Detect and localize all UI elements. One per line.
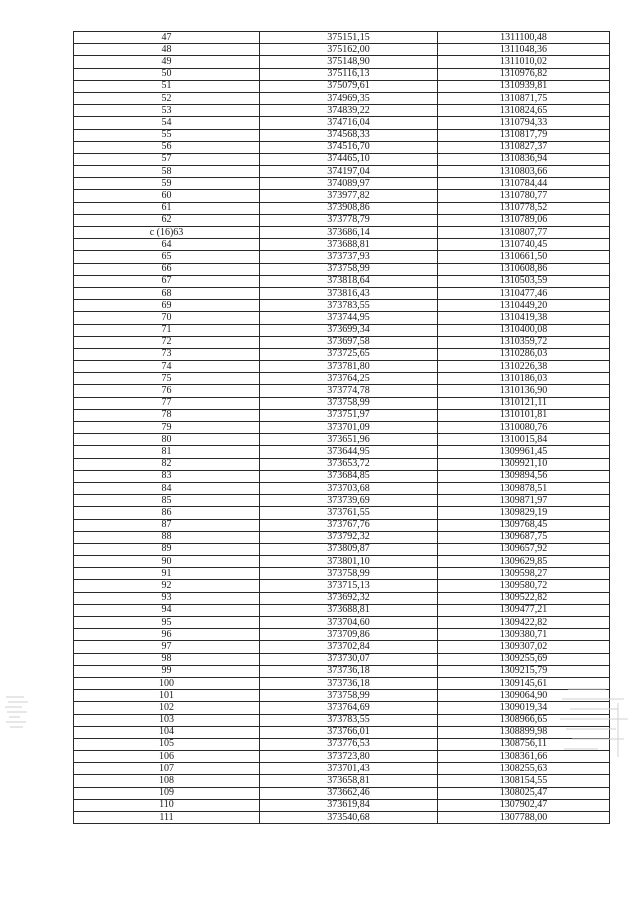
- x-coordinate-cell: 373703,68: [260, 482, 438, 494]
- table-row: [74, 799, 610, 811]
- table-row: [74, 68, 610, 80]
- y-coordinate-cell: 1309255,69: [438, 653, 610, 665]
- x-coordinate-cell: 375116,13: [260, 68, 438, 80]
- point-number-cell: 86: [74, 507, 260, 519]
- x-coordinate-cell: 375079,61: [260, 80, 438, 92]
- point-number-cell: 51: [74, 80, 260, 92]
- table-row: [74, 227, 610, 239]
- coordinates-table: [73, 31, 610, 824]
- table-row: [74, 397, 610, 409]
- point-number-cell: 68: [74, 287, 260, 299]
- table-row: [74, 507, 610, 519]
- point-number-cell: 67: [74, 275, 260, 287]
- point-number-cell: 87: [74, 519, 260, 531]
- point-number-cell: 97: [74, 641, 260, 653]
- point-number-cell: 74: [74, 361, 260, 373]
- y-coordinate-cell: 1309894,56: [438, 470, 610, 482]
- table-row: [74, 580, 610, 592]
- table-row: [74, 787, 610, 799]
- x-coordinate-cell: 373766,01: [260, 726, 438, 738]
- table-row: [74, 617, 610, 629]
- x-coordinate-cell: 373658,81: [260, 775, 438, 787]
- y-coordinate-cell: 1310608,86: [438, 263, 610, 275]
- table-row: [74, 324, 610, 336]
- x-coordinate-cell: 373776,53: [260, 738, 438, 750]
- point-number-cell: 50: [74, 68, 260, 80]
- point-number-cell: 49: [74, 56, 260, 68]
- y-coordinate-cell: 1310449,20: [438, 300, 610, 312]
- y-coordinate-cell: 1310503,59: [438, 275, 610, 287]
- y-coordinate-cell: 1309687,75: [438, 531, 610, 543]
- x-coordinate-cell: 373751,97: [260, 409, 438, 421]
- y-coordinate-cell: 1308361,66: [438, 751, 610, 763]
- y-coordinate-cell: 1311100,48: [438, 32, 610, 44]
- table-row: [74, 714, 610, 726]
- y-coordinate-cell: 1309598,27: [438, 568, 610, 580]
- table-row: [74, 129, 610, 141]
- y-coordinate-cell: 1310803,66: [438, 166, 610, 178]
- table-row: [74, 287, 610, 299]
- table-row: [74, 751, 610, 763]
- point-number-cell: 88: [74, 531, 260, 543]
- y-coordinate-cell: 1310976,82: [438, 68, 610, 80]
- point-number-cell: 55: [74, 129, 260, 141]
- point-number-cell: 70: [74, 312, 260, 324]
- y-coordinate-cell: 1308154,55: [438, 775, 610, 787]
- point-number-cell: 61: [74, 202, 260, 214]
- x-coordinate-cell: 373767,76: [260, 519, 438, 531]
- point-number-cell: 65: [74, 251, 260, 263]
- x-coordinate-cell: 373701,09: [260, 422, 438, 434]
- y-coordinate-cell: 1310121,11: [438, 397, 610, 409]
- coordinates-table-body: [74, 32, 610, 824]
- point-number-cell: 109: [74, 787, 260, 799]
- point-number-cell: 102: [74, 702, 260, 714]
- x-coordinate-cell: 374839,22: [260, 105, 438, 117]
- point-number-cell: 47: [74, 32, 260, 44]
- y-coordinate-cell: 1309145,61: [438, 677, 610, 689]
- point-number-cell: 98: [74, 653, 260, 665]
- table-row: [74, 763, 610, 775]
- point-number-cell: 57: [74, 153, 260, 165]
- point-number-cell: 107: [74, 763, 260, 775]
- x-coordinate-cell: 373644,95: [260, 446, 438, 458]
- point-number-cell: 100: [74, 677, 260, 689]
- y-coordinate-cell: 1311048,36: [438, 44, 610, 56]
- point-number-cell: 103: [74, 714, 260, 726]
- table-row: [74, 495, 610, 507]
- point-number-cell: 89: [74, 543, 260, 555]
- table-row: [74, 422, 610, 434]
- table-row: [74, 690, 610, 702]
- x-coordinate-cell: 373730,07: [260, 653, 438, 665]
- x-coordinate-cell: 373688,81: [260, 239, 438, 251]
- x-coordinate-cell: 373688,81: [260, 604, 438, 616]
- x-coordinate-cell: 373540,68: [260, 812, 438, 824]
- y-coordinate-cell: 1310286,03: [438, 348, 610, 360]
- point-number-cell: 96: [74, 629, 260, 641]
- y-coordinate-cell: 1309829,19: [438, 507, 610, 519]
- table-row: [74, 726, 610, 738]
- table-row: [74, 141, 610, 153]
- y-coordinate-cell: 1308025,47: [438, 787, 610, 799]
- x-coordinate-cell: 375162,00: [260, 44, 438, 56]
- table-row: [74, 519, 610, 531]
- point-number-cell: 73: [74, 348, 260, 360]
- y-coordinate-cell: 1310824,65: [438, 105, 610, 117]
- point-number-cell: 93: [74, 592, 260, 604]
- x-coordinate-cell: 373816,43: [260, 287, 438, 299]
- y-coordinate-cell: 1309629,85: [438, 556, 610, 568]
- point-number-cell: 62: [74, 214, 260, 226]
- y-coordinate-cell: 1309380,71: [438, 629, 610, 641]
- x-coordinate-cell: 373651,96: [260, 434, 438, 446]
- x-coordinate-cell: 373758,99: [260, 397, 438, 409]
- x-coordinate-cell: 374089,97: [260, 178, 438, 190]
- table-row: [74, 568, 610, 580]
- x-coordinate-cell: 373723,80: [260, 751, 438, 763]
- x-coordinate-cell: 373697,58: [260, 336, 438, 348]
- x-coordinate-cell: 375148,90: [260, 56, 438, 68]
- table-row: [74, 482, 610, 494]
- y-coordinate-cell: 1310817,79: [438, 129, 610, 141]
- x-coordinate-cell: 375151,15: [260, 32, 438, 44]
- x-coordinate-cell: 373908,86: [260, 202, 438, 214]
- y-coordinate-cell: 1310784,44: [438, 178, 610, 190]
- table-row: [74, 80, 610, 92]
- y-coordinate-cell: 1310186,03: [438, 373, 610, 385]
- table-row: [74, 543, 610, 555]
- y-coordinate-cell: 1310827,37: [438, 141, 610, 153]
- table-row: [74, 446, 610, 458]
- table-row: [74, 738, 610, 750]
- table-row: [74, 629, 610, 641]
- point-number-cell: 77: [74, 397, 260, 409]
- point-number-cell: c (16)63: [74, 227, 260, 239]
- x-coordinate-cell: 373744,95: [260, 312, 438, 324]
- table-row: [74, 677, 610, 689]
- point-number-cell: 108: [74, 775, 260, 787]
- y-coordinate-cell: 1308756,11: [438, 738, 610, 750]
- y-coordinate-cell: 1310780,77: [438, 190, 610, 202]
- table-row: [74, 604, 610, 616]
- x-coordinate-cell: 373619,84: [260, 799, 438, 811]
- x-coordinate-cell: 373781,80: [260, 361, 438, 373]
- y-coordinate-cell: 1309477,21: [438, 604, 610, 616]
- table-row: [74, 592, 610, 604]
- point-number-cell: 48: [74, 44, 260, 56]
- y-coordinate-cell: 1310359,72: [438, 336, 610, 348]
- point-number-cell: 85: [74, 495, 260, 507]
- x-coordinate-cell: 373692,32: [260, 592, 438, 604]
- x-coordinate-cell: 373701,43: [260, 763, 438, 775]
- point-number-cell: 92: [74, 580, 260, 592]
- point-number-cell: 95: [74, 617, 260, 629]
- point-number-cell: 79: [74, 422, 260, 434]
- table-row: [74, 665, 610, 677]
- point-number-cell: 99: [74, 665, 260, 677]
- table-row: [74, 702, 610, 714]
- table-row: [74, 105, 610, 117]
- point-number-cell: 56: [74, 141, 260, 153]
- x-coordinate-cell: 373783,55: [260, 300, 438, 312]
- table-row: [74, 653, 610, 665]
- x-coordinate-cell: 373761,55: [260, 507, 438, 519]
- point-number-cell: 82: [74, 458, 260, 470]
- table-row: [74, 373, 610, 385]
- x-coordinate-cell: 373653,72: [260, 458, 438, 470]
- table-row: [74, 32, 610, 44]
- point-number-cell: 53: [74, 105, 260, 117]
- point-number-cell: 60: [74, 190, 260, 202]
- x-coordinate-cell: 373684,85: [260, 470, 438, 482]
- y-coordinate-cell: 1310740,45: [438, 239, 610, 251]
- point-number-cell: 91: [74, 568, 260, 580]
- point-number-cell: 66: [74, 263, 260, 275]
- point-number-cell: 71: [74, 324, 260, 336]
- x-coordinate-cell: 373699,34: [260, 324, 438, 336]
- y-coordinate-cell: 1309522,82: [438, 592, 610, 604]
- table-row: [74, 178, 610, 190]
- y-coordinate-cell: 1310015,84: [438, 434, 610, 446]
- y-coordinate-cell: 1310419,38: [438, 312, 610, 324]
- x-coordinate-cell: 373809,87: [260, 543, 438, 555]
- x-coordinate-cell: 373704,60: [260, 617, 438, 629]
- y-coordinate-cell: 1310789,06: [438, 214, 610, 226]
- x-coordinate-cell: 373774,78: [260, 385, 438, 397]
- y-coordinate-cell: 1309768,45: [438, 519, 610, 531]
- x-coordinate-cell: 373977,82: [260, 190, 438, 202]
- x-coordinate-cell: 373758,99: [260, 568, 438, 580]
- table-row: [74, 458, 610, 470]
- x-coordinate-cell: 373686,14: [260, 227, 438, 239]
- x-coordinate-cell: 373758,99: [260, 690, 438, 702]
- y-coordinate-cell: 1309307,02: [438, 641, 610, 653]
- table-row: [74, 385, 610, 397]
- point-number-cell: 59: [74, 178, 260, 190]
- y-coordinate-cell: 1309921,10: [438, 458, 610, 470]
- table-row: [74, 409, 610, 421]
- x-coordinate-cell: 373764,69: [260, 702, 438, 714]
- y-coordinate-cell: 1308899,98: [438, 726, 610, 738]
- point-number-cell: 75: [74, 373, 260, 385]
- y-coordinate-cell: 1310871,75: [438, 92, 610, 104]
- table-row: [74, 117, 610, 129]
- y-coordinate-cell: 1309215,79: [438, 665, 610, 677]
- x-coordinate-cell: 373736,18: [260, 677, 438, 689]
- table-row: [74, 190, 610, 202]
- point-number-cell: 101: [74, 690, 260, 702]
- point-number-cell: 106: [74, 751, 260, 763]
- point-number-cell: 84: [74, 482, 260, 494]
- y-coordinate-cell: 1307788,00: [438, 812, 610, 824]
- point-number-cell: 104: [74, 726, 260, 738]
- y-coordinate-cell: 1308255,63: [438, 763, 610, 775]
- y-coordinate-cell: 1309064,90: [438, 690, 610, 702]
- y-coordinate-cell: 1309657,92: [438, 543, 610, 555]
- table-row: [74, 44, 610, 56]
- y-coordinate-cell: 1310226,38: [438, 361, 610, 373]
- x-coordinate-cell: 373783,55: [260, 714, 438, 726]
- table-row: [74, 239, 610, 251]
- table-row: [74, 361, 610, 373]
- x-coordinate-cell: 373818,64: [260, 275, 438, 287]
- x-coordinate-cell: 374197,04: [260, 166, 438, 178]
- y-coordinate-cell: 1310778,52: [438, 202, 610, 214]
- table-row: [74, 166, 610, 178]
- point-number-cell: 78: [74, 409, 260, 421]
- point-number-cell: 69: [74, 300, 260, 312]
- table-row: [74, 775, 610, 787]
- y-coordinate-cell: 1309961,45: [438, 446, 610, 458]
- y-coordinate-cell: 1309580,72: [438, 580, 610, 592]
- x-coordinate-cell: 373739,69: [260, 495, 438, 507]
- x-coordinate-cell: 374969,35: [260, 92, 438, 104]
- y-coordinate-cell: 1310794,33: [438, 117, 610, 129]
- point-number-cell: 72: [74, 336, 260, 348]
- table-row: [74, 641, 610, 653]
- x-coordinate-cell: 373702,84: [260, 641, 438, 653]
- table-row: [74, 348, 610, 360]
- point-number-cell: 80: [74, 434, 260, 446]
- point-number-cell: 76: [74, 385, 260, 397]
- table-row: [74, 263, 610, 275]
- x-coordinate-cell: 374716,04: [260, 117, 438, 129]
- table-row: [74, 300, 610, 312]
- left-margin-stamp-mark: [4, 693, 30, 731]
- x-coordinate-cell: 373758,99: [260, 263, 438, 275]
- x-coordinate-cell: 374516,70: [260, 141, 438, 153]
- table-row: [74, 336, 610, 348]
- table-row: [74, 251, 610, 263]
- table-row: [74, 214, 610, 226]
- point-number-cell: 64: [74, 239, 260, 251]
- table-row: [74, 56, 610, 68]
- table-row: [74, 812, 610, 824]
- y-coordinate-cell: 1310939,81: [438, 80, 610, 92]
- y-coordinate-cell: 1309019,34: [438, 702, 610, 714]
- x-coordinate-cell: 373662,46: [260, 787, 438, 799]
- y-coordinate-cell: 1310807,77: [438, 227, 610, 239]
- x-coordinate-cell: 373737,93: [260, 251, 438, 263]
- y-coordinate-cell: 1309422,82: [438, 617, 610, 629]
- x-coordinate-cell: 373792,32: [260, 531, 438, 543]
- y-coordinate-cell: 1309871,97: [438, 495, 610, 507]
- table-row: [74, 531, 610, 543]
- y-coordinate-cell: 1310400,08: [438, 324, 610, 336]
- point-number-cell: 54: [74, 117, 260, 129]
- point-number-cell: 83: [74, 470, 260, 482]
- table-row: [74, 470, 610, 482]
- y-coordinate-cell: 1310136,90: [438, 385, 610, 397]
- x-coordinate-cell: 373725,65: [260, 348, 438, 360]
- table-row: [74, 312, 610, 324]
- x-coordinate-cell: 373715,13: [260, 580, 438, 592]
- x-coordinate-cell: 374568,33: [260, 129, 438, 141]
- point-number-cell: 52: [74, 92, 260, 104]
- y-coordinate-cell: 1310836,94: [438, 153, 610, 165]
- point-number-cell: 94: [74, 604, 260, 616]
- y-coordinate-cell: 1310477,46: [438, 287, 610, 299]
- x-coordinate-cell: 373778,79: [260, 214, 438, 226]
- x-coordinate-cell: 373801,10: [260, 556, 438, 568]
- table-row: [74, 434, 610, 446]
- table-row: [74, 153, 610, 165]
- y-coordinate-cell: 1309878,51: [438, 482, 610, 494]
- y-coordinate-cell: 1308966,65: [438, 714, 610, 726]
- y-coordinate-cell: 1310101,81: [438, 409, 610, 421]
- y-coordinate-cell: 1307902,47: [438, 799, 610, 811]
- point-number-cell: 105: [74, 738, 260, 750]
- table-row: [74, 275, 610, 287]
- table-row: [74, 202, 610, 214]
- point-number-cell: 90: [74, 556, 260, 568]
- point-number-cell: 111: [74, 812, 260, 824]
- point-number-cell: 58: [74, 166, 260, 178]
- table-row: [74, 556, 610, 568]
- y-coordinate-cell: 1310080,76: [438, 422, 610, 434]
- x-coordinate-cell: 373709,86: [260, 629, 438, 641]
- point-number-cell: 110: [74, 799, 260, 811]
- x-coordinate-cell: 374465,10: [260, 153, 438, 165]
- y-coordinate-cell: 1310661,50: [438, 251, 610, 263]
- x-coordinate-cell: 373736,18: [260, 665, 438, 677]
- x-coordinate-cell: 373764,25: [260, 373, 438, 385]
- y-coordinate-cell: 1311010,02: [438, 56, 610, 68]
- table-row: [74, 92, 610, 104]
- point-number-cell: 81: [74, 446, 260, 458]
